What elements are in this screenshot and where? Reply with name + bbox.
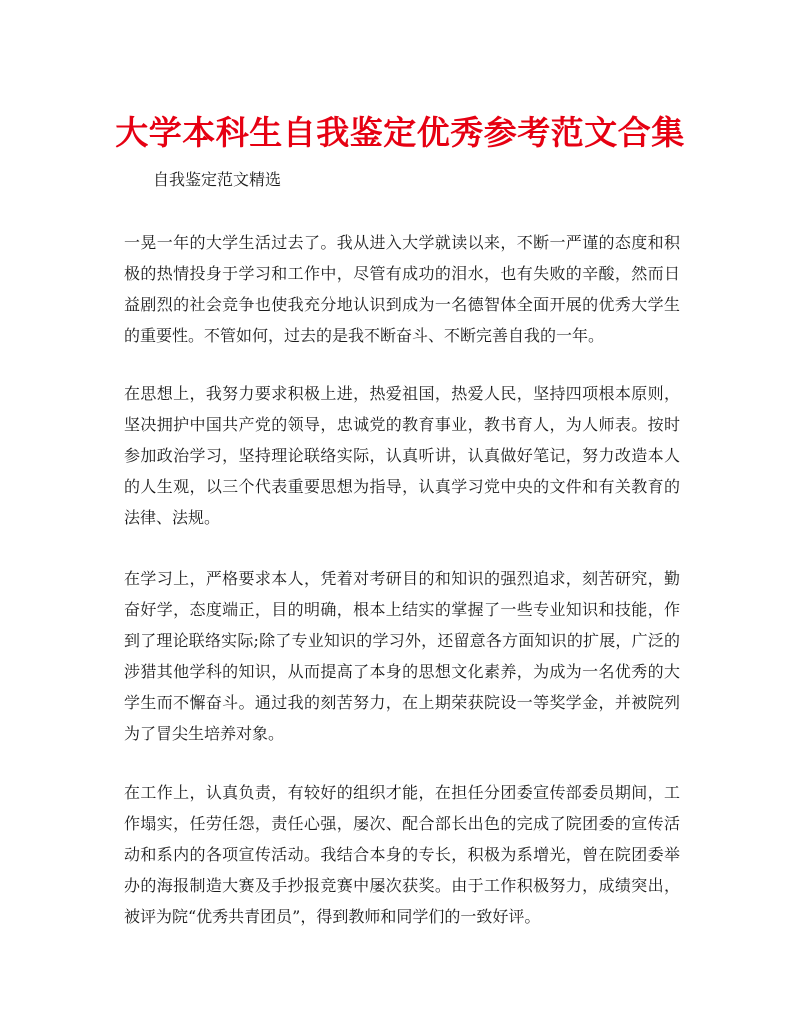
paragraph-work: 在工作上，认真负责，有较好的组织才能，在担任分团委宣传部委员期间，工作塌实，任劳任怨，责任心强，屡次、配合部长出色的完成了院团委的宣传活动和系内的各项宣传活动。我结合本身的专长，积极为系增光，曾在院团委举办的海报制造大赛及手抄报竞赛中屡次获奖。由于工作积极努力，成绩突出，被评为院“优秀共青团员”，得到教师和同学们的一致好评。: [124, 783, 680, 926]
paragraph-study: 在学习上，严格要求本人，凭着对考研目的和知识的强烈追求，刻苦研究，勤奋好学，态度端正，目的明确，根本上结实的掌握了一些专业知识和技能，作到了理论联络实际;除了专业知识的学习外，还留意各方面知识的扩展，广泛的涉猎其他学科的知识，从而提高了本身的思想文化素养，为成为一名优秀的大学生而不懈奋斗。通过我的刻苦努力，在上期荣获院设一等奖学金，并被院列为了冒尖生培养对象。: [124, 569, 680, 743]
document-title: 大学本科生自我鉴定优秀参考范文合集: [115, 113, 685, 152]
paragraph-intro: 一晃一年的大学生活过去了。我从进入大学就读以来，不断一严谨的态度和积极的热情投身于学习和工作中，尽管有成功的泪水，也有失败的辛酸，然而日益剧烈的社会竞争也使我充分地认识到成为一名德智体全面开展的优秀大学生的重要性。不管如何，过去的是我不断奋斗、不断完善自我的一年。: [124, 233, 680, 345]
paragraph-thought: 在思想上，我努力要求积极上进，热爱祖国，热爱人民，坚持四项根本原则，坚决拥护中国共产党的领导，忠诚党的教育事业，教书育人，为人师表。按时参加政治学习，坚持理论联络实际，认真听讲，认真做好笔记，努力改造本人的人生观，以三个代表重要思想为指导，认真学习党中央的文件和有关教育的法律、法规。: [124, 384, 680, 527]
document-subtitle: 自我鉴定范文精选: [153, 170, 282, 189]
